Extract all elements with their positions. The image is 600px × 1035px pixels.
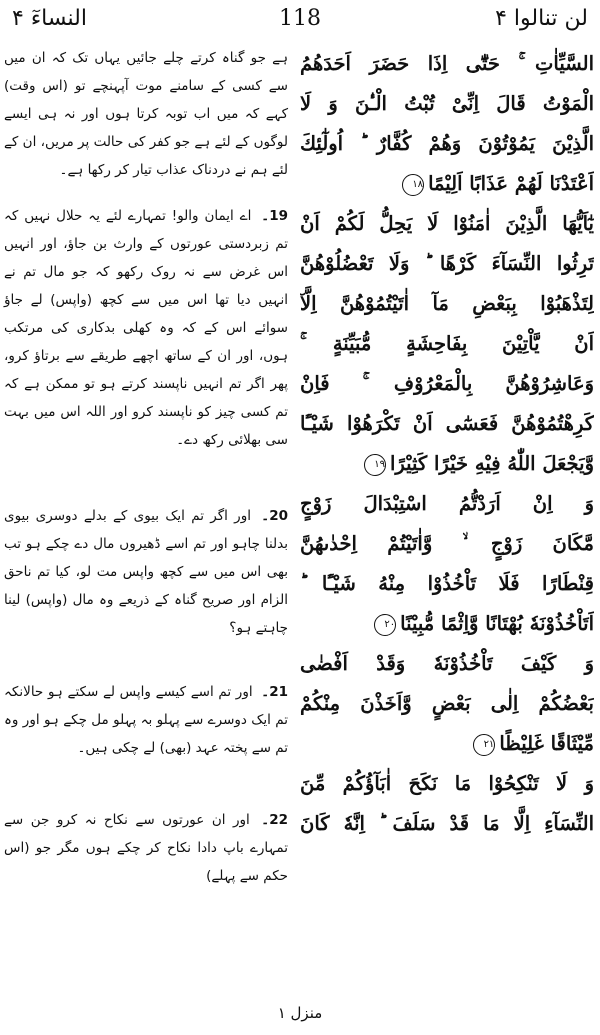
verse-number: 19۔ bbox=[261, 208, 288, 224]
arabic-line: السَّيِّاٰتِ ۚ حَتّٰٓى اِذَا حَضَرَ اَحَدَهُمُ bbox=[300, 52, 594, 75]
translation-text: اور اگر تم ایک بیوی کے بدلے دوسری بیوی بدلنا چاہو اور تم اسے ڈھیروں مال دے چکے ہو تب بھی اس میں سے کچھ واپس مت لو، کیا تم ناحق الزام اور صریح گناہ کے ذریعے وہ مال (واپس) لینا چاہتے ہو؟ bbox=[4, 508, 288, 636]
arabic-line: وَ لَا تَنْكِحُوْا مَا نَكَحَ اٰبَآؤُكُمْ مِّنَ bbox=[300, 772, 594, 795]
arabic-line: تَرِثُوا النِّسَآءَ كَرْهًا ؕ وَلَا تَعْضُلُوْهُنَّ bbox=[300, 252, 594, 275]
arabic-line-end-19 bbox=[300, 444, 594, 484]
manzil-footer: منزل ١ bbox=[277, 1004, 323, 1022]
arabic-line: وَ اِنْ اَرَدْتُّمُ اسْتِبْدَالَ زَوْجٍ bbox=[300, 492, 594, 515]
arabic-line: الْمَوْتُ قَالَ اِنِّىْ تُبْتُ الْـٰٔنَ وَ لَا bbox=[300, 92, 594, 115]
translation-paragraph-19 bbox=[4, 202, 288, 454]
page-number: 118 bbox=[279, 6, 321, 31]
arabic-line-text: اَعْتَدْنَا لَهُمْ عَذَابًا اَلِيْمًا bbox=[428, 172, 594, 195]
arabic-line: وَعَاشِرُوْهُنَّ بِالْمَعْرُوْفِ ۚ فَاِنْ bbox=[300, 372, 594, 395]
arabic-line: مَّكَانَ زَوْجٍ ۙ وَّاٰتَيْتُمْ اِحْدٰىهُنَّ bbox=[300, 532, 594, 555]
arabic-line: يٰٓاَيُّهَا الَّذِيْنَ اٰمَنُوْا لَا يَحِلُّ لَكُمْ اَنْ bbox=[300, 212, 594, 235]
ayah-end-marker-18: ١٨ bbox=[402, 174, 424, 196]
verse-number: 22۔ bbox=[261, 812, 288, 828]
arabic-line: اَنْ يَّاْتِيْنَ بِفَاحِشَةٍ مُّبَيِّنَةٍ ۚ bbox=[300, 332, 594, 355]
arabic-line: قِنْطَارًا فَلَا تَاْخُذُوْا مِنْهُ شَيْـًٔا ؕ bbox=[300, 572, 594, 595]
arabic-line-text: اَتَاْخُذُوْنَهٗ بُهْتَانًا وَّاِثْمًا مُّبِيْنًا bbox=[400, 612, 594, 635]
translation-text: اور ان عورتوں سے نکاح نہ کرو جن سے تمہارے باپ دادا نکاح کر چکے ہوں مگر جو (اس حکم سے پہلے) bbox=[4, 812, 288, 884]
translation-paragraph-20 bbox=[4, 502, 288, 642]
arabic-line: النِّسَآءِ اِلَّا مَا قَدْ سَلَفَ ؕ اِنَّهٗ كَانَ bbox=[300, 812, 594, 835]
arabic-line-end-18 bbox=[300, 164, 594, 204]
translation-text: اے ایمان والو! تمہارے لئے یہ حلال نہیں کہ تم زبردستی عورتوں کے وارث بن جاؤ، اور انہیں اس غرض سے نہ روک رکھو کہ جو مال تم نے انہیں دیا تھا اس میں سے کچھ (واپس) لے جاؤ سوائے اس کے کہ وہ کھلی بدکاری کی مرتکب ہوں، اور ان کے ساتھ اچھے طریقے سے برتاؤ کرو، پھر اگر تم انہیں ناپسند کرتے ہو تو ممکن ہے کہ تم کسی چیز کو ناپسند کرو اور اللہ اس میں بہت سی بھلائی رکھ دے۔ bbox=[4, 208, 288, 448]
translation-paragraph-21 bbox=[4, 678, 288, 762]
arabic-line: الَّذِيْنَ يَمُوْتُوْنَ وَهُمْ كُفَّارٌ ؕ اُولٰٓئِكَ bbox=[300, 132, 594, 155]
urdu-translation-column bbox=[4, 44, 288, 890]
arabic-line: كَرِهْتُمُوْهُنَّ فَعَسٰٓى اَنْ تَكْرَهُوْا شَيْـًٔا bbox=[300, 412, 594, 435]
arabic-line-end-21 bbox=[300, 724, 594, 764]
arabic-line: لِتَذْهَبُوْا بِبَعْضِ مَآ اٰتَيْتُمُوْهُنَّ اِلَّآ bbox=[300, 292, 594, 315]
page-header bbox=[0, 0, 600, 40]
translation-text: اور تم اسے کیسے واپس لے سکتے ہو حالانکہ تم ایک دوسرے سے پہلو بہ پہلو مل چکے ہو اور وہ تم سے پختہ عہد (بھی) لے چکی ہیں۔ bbox=[4, 684, 288, 756]
translation-paragraph-22 bbox=[4, 806, 288, 890]
arabic-line: بَعْضُكُمْ اِلٰى بَعْضٍ وَّاَخَذْنَ مِنْكُمْ bbox=[300, 692, 594, 715]
ayah-end-marker-21: ٢١ bbox=[473, 734, 495, 756]
ayah-end-marker-20: ٢٠ bbox=[374, 614, 396, 636]
arabic-line-end-20 bbox=[300, 604, 594, 644]
translation-paragraph-continuation bbox=[4, 44, 288, 184]
arabic-line: وَ كَيْفَ تَاْخُذُوْنَهٗ وَقَدْ اَفْضٰى bbox=[300, 652, 594, 675]
surah-title: النساءٓ ۴ bbox=[12, 6, 87, 31]
verse-number: 20۔ bbox=[261, 508, 288, 524]
arabic-line-text: وَّيَجْعَلَ اللّٰهُ فِيْهِ خَيْرًا كَثِيْرًا bbox=[389, 452, 594, 475]
arabic-line-text: مِّيْثَاقًا غَلِيْظًا bbox=[499, 732, 594, 755]
juz-title: لن تنالوا ۴ bbox=[495, 6, 588, 31]
ayah-end-marker-19: ١٩ bbox=[364, 454, 386, 476]
verse-number: 21۔ bbox=[261, 684, 288, 700]
arabic-text-column bbox=[300, 44, 594, 844]
translation-text: ہے جو گناہ کرتے چلے جائیں یہاں تک کہ ان میں سے کسی کے سامنے موت آپہنچے تو (اس وقت) کہے کہ میں اب توبہ کرتا ہوں اور نہ ہی ایسے لوگوں کے لئے ہے جو کفر کی حالت پر مریں، ان کے لئے ہم نے دردناک عذاب تیار کر رکھا ہے۔ bbox=[4, 50, 288, 178]
